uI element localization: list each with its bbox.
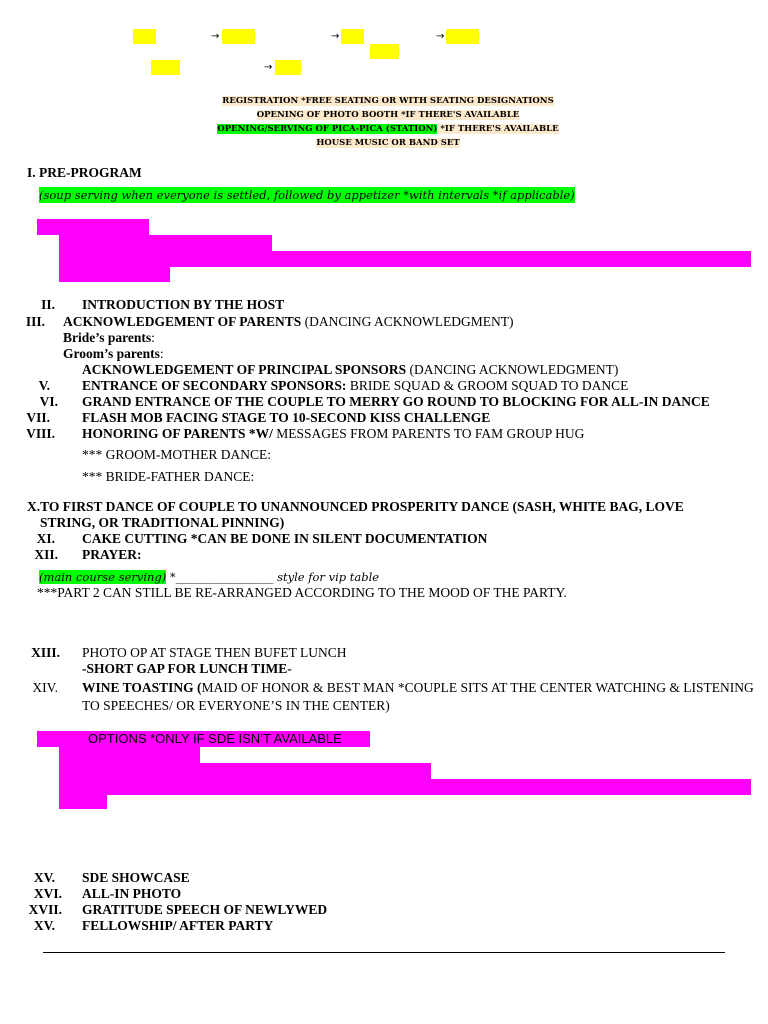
arrow-icon: →: [211, 31, 220, 42]
timeline-highlight-3: [341, 29, 364, 44]
redacted-block: [59, 763, 431, 779]
list-item: X.TO FIRST DANCE OF COUPLE TO UNANNOUNCED PROSPERITY DANCE (SASH, WHITE BAG, LOVE: [27, 499, 684, 514]
section-pre-program: [27, 165, 142, 181]
redacted-block: [37, 219, 149, 235]
timeline-highlight-2: [222, 29, 255, 44]
bride-father-dance: *** BRIDE-FATHER DANCE:: [82, 469, 255, 484]
groom-mother-dance: *** GROOM-MOTHER DANCE:: [82, 447, 271, 462]
arrow-icon: →: [264, 62, 273, 73]
section-title: PRE-PROGRAM: [39, 165, 142, 180]
arrow-icon: →: [331, 31, 340, 42]
lunch-gap-note: -SHORT GAP FOR LUNCH TIME-: [82, 661, 292, 676]
options-heading: OPTIONS *ONLY IF SDE ISN’T AVAILABLE: [37, 731, 370, 747]
registration-block: [0, 94, 768, 150]
list-item-continuation: TO SPEECHES/ OR EVERYONE’S IN THE CENTER): [82, 698, 390, 713]
redacted-block: [59, 267, 170, 282]
bottom-divider: [43, 952, 725, 953]
list-item-continuation: STRING, OR TRADITIONAL PINNING): [40, 515, 285, 530]
section-number: I.: [27, 165, 36, 180]
timeline-highlight-7: [275, 60, 301, 75]
main-course-note: (main course serving) *_________________ style for vip table: [39, 570, 380, 584]
registration-line: REGISTRATION *FREE SEATING OR WITH SEATING DESIGNATIONS: [222, 96, 554, 106]
pica-pica-line: OPENING/SERVING OF PICA-PICA (STATION): [217, 124, 438, 134]
list-item: ACKNOWLEDGEMENT OF PRINCIPAL SPONSORS (DANCING ACKNOWLEDGMENT): [82, 362, 619, 377]
redacted-block: [59, 795, 107, 809]
redacted-block: [59, 747, 200, 763]
house-music-line: HOUSE MUSIC OR BAND SET: [316, 138, 460, 148]
timeline-highlight-1: [133, 29, 156, 44]
timeline-highlight-6: [151, 60, 180, 75]
timeline-highlight-5: [446, 29, 479, 44]
arrow-icon: →: [436, 31, 445, 42]
redacted-block: [59, 251, 751, 267]
redacted-block: [59, 235, 272, 251]
photo-booth-line: OPENING OF PHOTO BOOTH *IF THERE'S AVAILABLE: [256, 110, 520, 120]
soup-serving-note: (soup serving when everyone is settled, followed by appetizer *with intervals *if applicable): [39, 188, 575, 202]
pica-pica-note: *IF THERE'S AVAILABLE: [437, 124, 559, 134]
redacted-block: [59, 779, 751, 795]
part2-note: ***PART 2 CAN STILL BE RE-ARRANGED ACCORDING TO THE MOOD OF THE PARTY.: [37, 585, 567, 600]
bride-parents-line: Bride’s parents:: [63, 330, 155, 345]
groom-parents-line: Groom’s parents:: [63, 346, 164, 361]
timeline-highlight-4: [370, 44, 399, 59]
